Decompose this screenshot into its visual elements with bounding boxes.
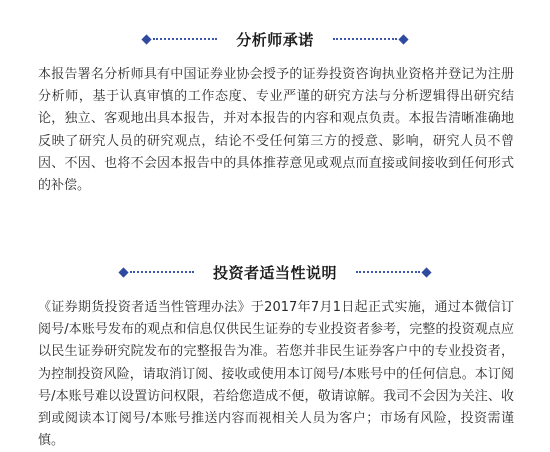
header-decoration-left [120, 269, 197, 276]
section-title: 投资者适当性说明 [212, 263, 337, 282]
investor-suitability-text: 《证券期货投资者适当性管理办法》于2017年7月1日起正式实施，通过本微信订阅号/本账号发布的观点和信息仅供民生证券的专业投资者参考，完整的投资观点应以民生证券研究院发布的完整报告为准。若您并非民生证券客户中的专业投资者，为控制投资风险，请取消订阅、接收或使用本订阅号/本账号中的任何信息。本订阅号/本账号难以设置访问权限，若给您造成不便，敬请谅解。我司不会因为关注、收到或阅读本订阅号/本账号推送内容而视相关人员为客户；市场有风险，投资需谨慎。 [38, 300, 514, 449]
diamond-icon [119, 267, 129, 277]
diamond-icon [142, 34, 152, 44]
section-header-analyst-commitment [0, 27, 550, 51]
analyst-commitment-text: 本报告署名分析师具有中国证券业协会授予的证券投资咨询执业资格并登记为注册分析师，基于认真审慎的工作态度、专业严谨的研究方法与分析逻辑得出研究结论，独立、客观地出具本报告，并对本报告的内容和观点负责。本报告清晰准确地反映了研究人员的研究观点，结论不受任何第三方的授意、影响，研究人员不曾因、不因、也将不会因本报告中的具体推荐意见或观点而直接或间接收到任何形式的补偿。 [38, 67, 514, 194]
header-decoration-right [330, 36, 407, 43]
section-header-investor-suitability [0, 260, 550, 284]
diamond-icon [398, 34, 408, 44]
dotted-line [130, 271, 194, 273]
dotted-line [356, 271, 420, 273]
header-decoration-right [353, 269, 430, 276]
section-title: 分析师承诺 [236, 30, 314, 49]
dotted-line [333, 38, 397, 40]
dotted-line [153, 38, 217, 40]
header-decoration-left [143, 36, 220, 43]
diamond-icon [422, 267, 432, 277]
